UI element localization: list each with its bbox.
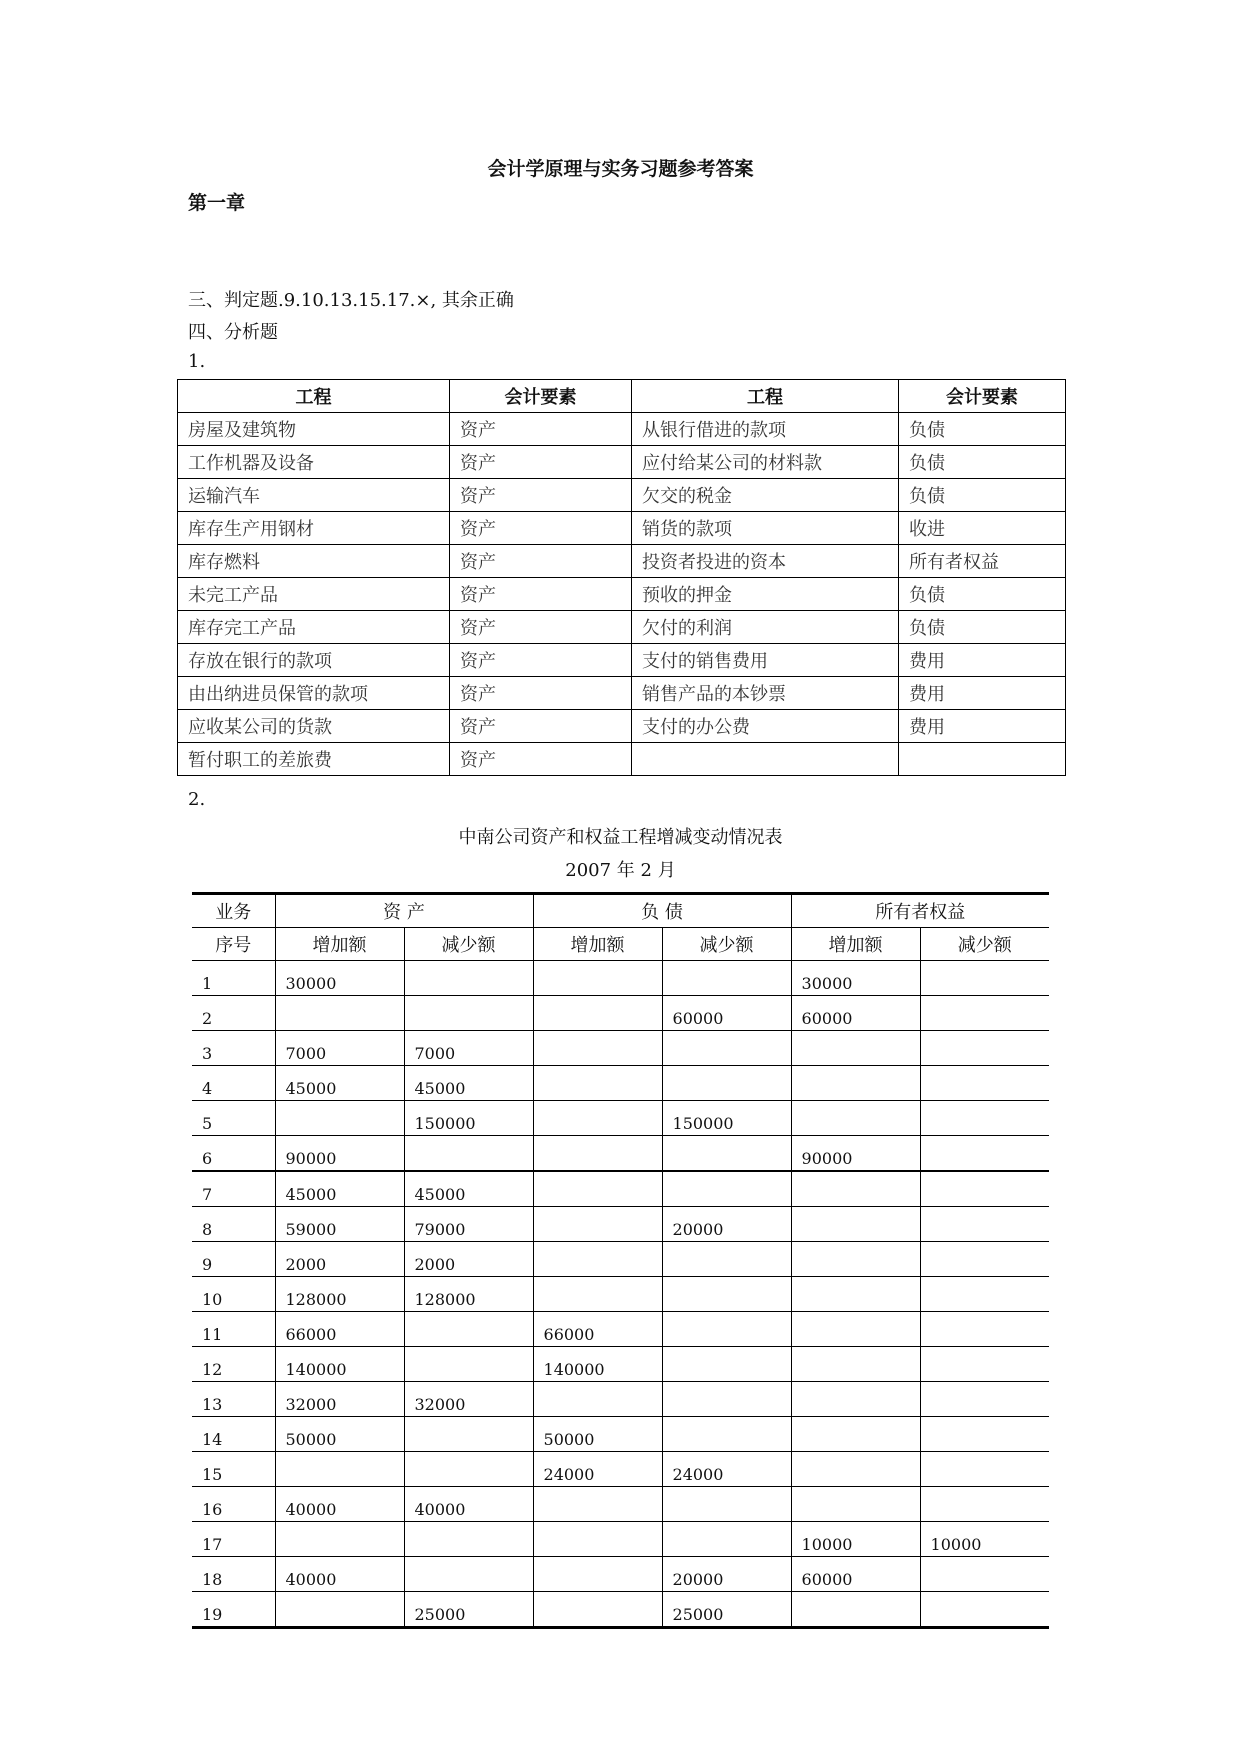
amount-cell <box>533 1101 662 1136</box>
amount-cell: 40000 <box>404 1487 533 1522</box>
table-row <box>192 961 1049 996</box>
amount-cell <box>533 1207 662 1242</box>
amount-cell <box>275 1522 404 1557</box>
table2-sub-header-cell: 增加额 <box>275 928 404 961</box>
table-row <box>192 1452 1049 1487</box>
row-number-cell: 11 <box>192 1312 275 1347</box>
table2-sub-header-cell: 减少额 <box>662 928 791 961</box>
amount-cell <box>404 996 533 1031</box>
amount-cell <box>791 1382 920 1417</box>
table-row <box>178 479 1066 512</box>
table2-sub-header-cell: 序号 <box>192 928 275 961</box>
table-cell: 房屋及建筑物 <box>178 413 450 446</box>
table-cell: 资产 <box>450 512 632 545</box>
analysis-heading: 四、分析题 <box>188 322 278 343</box>
amount-cell: 24000 <box>533 1452 662 1487</box>
amount-cell: 40000 <box>275 1487 404 1522</box>
table-cell: 资产 <box>450 446 632 479</box>
table-cell: 从银行借进的款项 <box>632 413 899 446</box>
amount-cell: 45000 <box>275 1171 404 1207</box>
table-cell: 资产 <box>450 611 632 644</box>
amount-cell <box>404 1347 533 1382</box>
amount-cell <box>404 1522 533 1557</box>
asset-equity-change-table <box>192 892 1049 1629</box>
amount-cell <box>533 1242 662 1277</box>
amount-cell <box>275 1101 404 1136</box>
table-cell <box>899 743 1066 776</box>
table-cell: 负债 <box>899 446 1066 479</box>
table-row <box>192 1242 1049 1277</box>
table1-header-cell: 会计要素 <box>450 380 632 413</box>
table2-group-header-cell: 负 债 <box>533 894 791 928</box>
table-cell: 库存燃料 <box>178 545 450 578</box>
amount-cell <box>791 1417 920 1452</box>
table-row <box>192 1136 1049 1172</box>
table-cell: 资产 <box>450 545 632 578</box>
table-row <box>178 677 1066 710</box>
amount-cell <box>791 1031 920 1066</box>
table2-title: 中南公司资产和权益工程增减变动情况表 <box>458 827 783 848</box>
amount-cell: 7000 <box>275 1031 404 1066</box>
amount-cell <box>662 1487 791 1522</box>
table-cell <box>632 743 899 776</box>
amount-cell <box>791 1066 920 1101</box>
amount-cell <box>920 1487 1049 1522</box>
table-cell: 资产 <box>450 644 632 677</box>
table-row <box>178 413 1066 446</box>
amount-cell: 10000 <box>920 1522 1049 1557</box>
table-cell: 支付的办公费 <box>632 710 899 743</box>
amount-cell: 30000 <box>791 961 920 996</box>
item-2-label: 2. <box>188 789 206 810</box>
table-row <box>192 1101 1049 1136</box>
table-cell: 预收的押金 <box>632 578 899 611</box>
amount-cell: 2000 <box>275 1242 404 1277</box>
amount-cell <box>920 1066 1049 1101</box>
amount-cell <box>920 1592 1049 1628</box>
amount-cell <box>920 961 1049 996</box>
row-number-cell: 1 <box>192 961 275 996</box>
table-cell: 资产 <box>450 710 632 743</box>
table2-sub-header-row <box>192 928 1049 961</box>
table-row <box>192 1277 1049 1312</box>
table-cell: 费用 <box>899 677 1066 710</box>
amount-cell <box>920 1382 1049 1417</box>
item-1-label: 1. <box>188 351 206 372</box>
amount-cell <box>791 1487 920 1522</box>
amount-cell: 59000 <box>275 1207 404 1242</box>
table-cell: 工作机器及设备 <box>178 446 450 479</box>
amount-cell <box>404 961 533 996</box>
amount-cell: 45000 <box>404 1171 533 1207</box>
amount-cell <box>662 1417 791 1452</box>
amount-cell <box>662 1312 791 1347</box>
table-cell: 负债 <box>899 479 1066 512</box>
table-row <box>192 1417 1049 1452</box>
table2-sub-header-cell: 减少额 <box>920 928 1049 961</box>
amount-cell <box>791 1207 920 1242</box>
table-cell: 资产 <box>450 479 632 512</box>
amount-cell <box>404 1417 533 1452</box>
amount-cell: 50000 <box>533 1417 662 1452</box>
amount-cell <box>533 1031 662 1066</box>
table-row <box>178 644 1066 677</box>
table-row <box>178 578 1066 611</box>
amount-cell <box>791 1452 920 1487</box>
table2-group-header-row <box>192 894 1049 928</box>
amount-cell: 25000 <box>404 1592 533 1628</box>
amount-cell: 30000 <box>275 961 404 996</box>
amount-cell: 24000 <box>662 1452 791 1487</box>
amount-cell: 45000 <box>275 1066 404 1101</box>
table-cell: 运输汽车 <box>178 479 450 512</box>
amount-cell <box>662 1522 791 1557</box>
amount-cell <box>791 1312 920 1347</box>
amount-cell <box>791 1242 920 1277</box>
table2-subtitle: 2007 年 2 月 <box>565 860 676 881</box>
table-cell: 资产 <box>450 743 632 776</box>
table-row <box>192 1487 1049 1522</box>
table-row <box>192 1522 1049 1557</box>
table-row <box>192 1557 1049 1592</box>
table-cell: 暂付职工的差旅费 <box>178 743 450 776</box>
chapter-heading: 第一章 <box>188 192 246 214</box>
amount-cell <box>275 996 404 1031</box>
amount-cell: 2000 <box>404 1242 533 1277</box>
amount-cell <box>791 1101 920 1136</box>
table-row <box>192 1312 1049 1347</box>
row-number-cell: 17 <box>192 1522 275 1557</box>
amount-cell <box>920 1452 1049 1487</box>
table-row <box>192 1171 1049 1207</box>
amount-cell: 20000 <box>662 1207 791 1242</box>
amount-cell: 90000 <box>791 1136 920 1172</box>
amount-cell: 66000 <box>533 1312 662 1347</box>
table-row <box>192 996 1049 1031</box>
amount-cell <box>662 1382 791 1417</box>
amount-cell <box>791 1347 920 1382</box>
amount-cell <box>920 1136 1049 1172</box>
amount-cell <box>920 1031 1049 1066</box>
table-cell: 所有者权益 <box>899 545 1066 578</box>
document-title: 会计学原理与实务习题参考答案 <box>487 158 754 180</box>
amount-cell <box>275 1452 404 1487</box>
amount-cell: 32000 <box>404 1382 533 1417</box>
table-cell: 销货的款项 <box>632 512 899 545</box>
table-cell: 资产 <box>450 413 632 446</box>
table-cell: 库存完工产品 <box>178 611 450 644</box>
table-cell: 支付的销售费用 <box>632 644 899 677</box>
amount-cell: 60000 <box>791 996 920 1031</box>
amount-cell <box>662 1242 791 1277</box>
amount-cell <box>920 1242 1049 1277</box>
amount-cell: 10000 <box>791 1522 920 1557</box>
table-row <box>178 446 1066 479</box>
table-row <box>192 1207 1049 1242</box>
row-number-cell: 4 <box>192 1066 275 1101</box>
amount-cell <box>662 1136 791 1172</box>
accounting-elements-table <box>177 379 1066 776</box>
amount-cell <box>920 1171 1049 1207</box>
table-cell: 负债 <box>899 413 1066 446</box>
table1-header-cell: 工程 <box>178 380 450 413</box>
table-cell: 库存生产用钢材 <box>178 512 450 545</box>
amount-cell <box>791 1277 920 1312</box>
amount-cell <box>404 1452 533 1487</box>
table-row <box>192 1031 1049 1066</box>
row-number-cell: 15 <box>192 1452 275 1487</box>
amount-cell: 66000 <box>275 1312 404 1347</box>
table-cell: 资产 <box>450 677 632 710</box>
table-row <box>192 1592 1049 1628</box>
row-number-cell: 18 <box>192 1557 275 1592</box>
amount-cell <box>791 1171 920 1207</box>
amount-cell: 60000 <box>791 1557 920 1592</box>
judgement-answer-line: 三、判定题.9.10.13.15.17.×, 其余正确 <box>188 290 514 311</box>
table-cell: 应付给某公司的材料款 <box>632 446 899 479</box>
row-number-cell: 12 <box>192 1347 275 1382</box>
amount-cell <box>662 1347 791 1382</box>
table-cell: 由出纳进员保管的款项 <box>178 677 450 710</box>
table-cell: 投资者投进的资本 <box>632 545 899 578</box>
amount-cell: 140000 <box>533 1347 662 1382</box>
amount-cell <box>920 1557 1049 1592</box>
table2-group-header-cell: 业务 <box>192 894 275 928</box>
row-number-cell: 10 <box>192 1277 275 1312</box>
amount-cell: 25000 <box>662 1592 791 1628</box>
amount-cell: 60000 <box>662 996 791 1031</box>
table-row <box>192 1066 1049 1101</box>
amount-cell <box>533 996 662 1031</box>
table-cell: 资产 <box>450 578 632 611</box>
amount-cell: 32000 <box>275 1382 404 1417</box>
amount-cell <box>533 1592 662 1628</box>
table-cell: 收进 <box>899 512 1066 545</box>
table-row <box>192 1347 1049 1382</box>
table-cell: 负债 <box>899 578 1066 611</box>
amount-cell <box>533 1066 662 1101</box>
row-number-cell: 16 <box>192 1487 275 1522</box>
row-number-cell: 5 <box>192 1101 275 1136</box>
amount-cell <box>920 1312 1049 1347</box>
table-cell: 未完工产品 <box>178 578 450 611</box>
table-cell: 费用 <box>899 644 1066 677</box>
table1-header-row <box>178 380 1066 413</box>
amount-cell <box>920 996 1049 1031</box>
amount-cell <box>533 1136 662 1172</box>
table-cell: 欠交的税金 <box>632 479 899 512</box>
table-row <box>178 611 1066 644</box>
amount-cell <box>404 1136 533 1172</box>
amount-cell <box>533 1171 662 1207</box>
amount-cell <box>533 961 662 996</box>
table-cell: 存放在银行的款项 <box>178 644 450 677</box>
table2-sub-header-cell: 减少额 <box>404 928 533 961</box>
amount-cell <box>662 1066 791 1101</box>
table-row <box>178 512 1066 545</box>
row-number-cell: 3 <box>192 1031 275 1066</box>
amount-cell <box>662 961 791 996</box>
amount-cell <box>533 1487 662 1522</box>
amount-cell: 128000 <box>404 1277 533 1312</box>
amount-cell <box>662 1171 791 1207</box>
amount-cell <box>533 1557 662 1592</box>
table-cell: 欠付的利润 <box>632 611 899 644</box>
table1-header-cell: 工程 <box>632 380 899 413</box>
table-row <box>178 743 1066 776</box>
amount-cell <box>791 1592 920 1628</box>
row-number-cell: 13 <box>192 1382 275 1417</box>
amount-cell <box>920 1207 1049 1242</box>
row-number-cell: 7 <box>192 1171 275 1207</box>
table2-group-header-cell: 所有者权益 <box>791 894 1049 928</box>
table1-header-cell: 会计要素 <box>899 380 1066 413</box>
amount-cell: 20000 <box>662 1557 791 1592</box>
row-number-cell: 8 <box>192 1207 275 1242</box>
row-number-cell: 9 <box>192 1242 275 1277</box>
amount-cell <box>920 1417 1049 1452</box>
amount-cell <box>404 1557 533 1592</box>
table-row <box>178 710 1066 743</box>
table2-sub-header-cell: 增加额 <box>791 928 920 961</box>
amount-cell: 45000 <box>404 1066 533 1101</box>
amount-cell <box>920 1347 1049 1382</box>
amount-cell: 50000 <box>275 1417 404 1452</box>
row-number-cell: 14 <box>192 1417 275 1452</box>
table2-sub-header-cell: 增加额 <box>533 928 662 961</box>
amount-cell <box>275 1592 404 1628</box>
amount-cell: 79000 <box>404 1207 533 1242</box>
amount-cell: 7000 <box>404 1031 533 1066</box>
row-number-cell: 6 <box>192 1136 275 1172</box>
table-cell: 应收某公司的货款 <box>178 710 450 743</box>
amount-cell: 150000 <box>662 1101 791 1136</box>
table-cell: 销售产品的本钞票 <box>632 677 899 710</box>
amount-cell: 150000 <box>404 1101 533 1136</box>
table-cell: 费用 <box>899 710 1066 743</box>
amount-cell <box>533 1522 662 1557</box>
table-row <box>178 545 1066 578</box>
amount-cell: 128000 <box>275 1277 404 1312</box>
table-cell: 负债 <box>899 611 1066 644</box>
amount-cell <box>662 1277 791 1312</box>
row-number-cell: 19 <box>192 1592 275 1628</box>
amount-cell <box>533 1277 662 1312</box>
amount-cell: 140000 <box>275 1347 404 1382</box>
amount-cell <box>662 1031 791 1066</box>
table2-group-header-cell: 资 产 <box>275 894 533 928</box>
amount-cell <box>920 1101 1049 1136</box>
table-row <box>192 1382 1049 1417</box>
amount-cell <box>533 1382 662 1417</box>
row-number-cell: 2 <box>192 996 275 1031</box>
amount-cell <box>920 1277 1049 1312</box>
amount-cell: 40000 <box>275 1557 404 1592</box>
amount-cell <box>404 1312 533 1347</box>
amount-cell: 90000 <box>275 1136 404 1172</box>
